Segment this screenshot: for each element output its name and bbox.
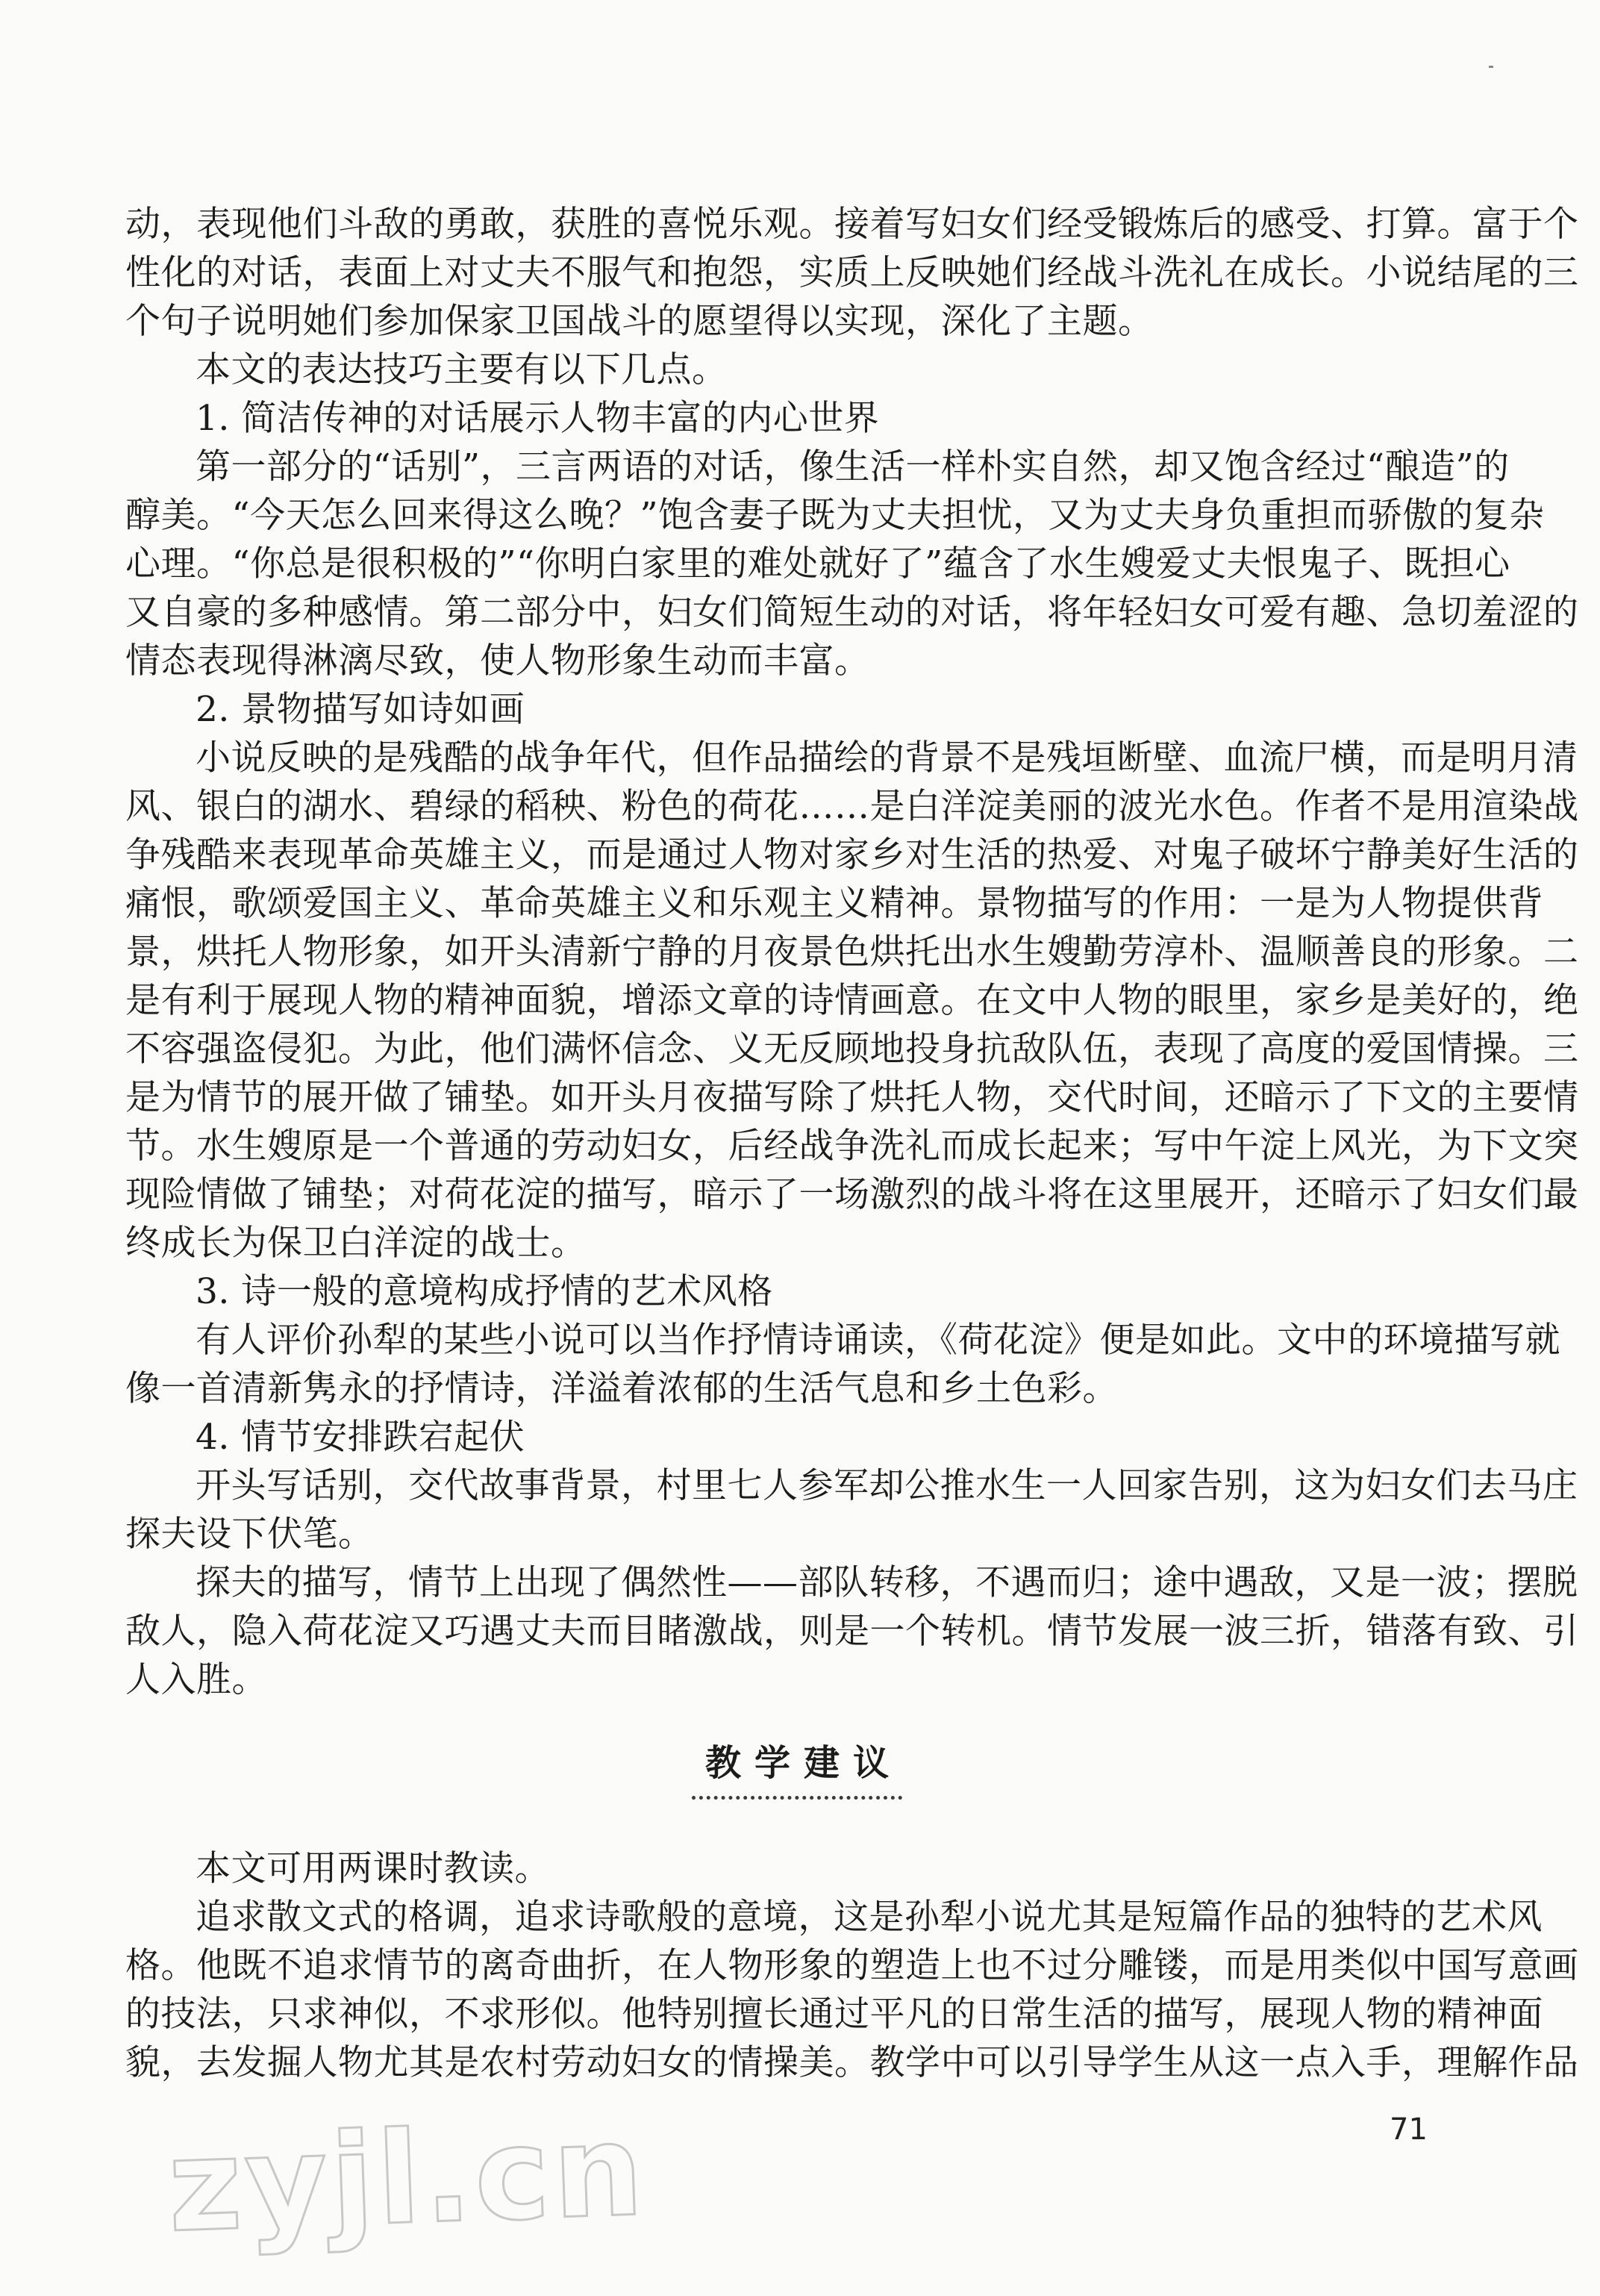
section-heading: 教学建议: [692, 1734, 902, 1800]
text-line: 追求散文式的格调，追求诗歌般的意境，这是孙犁小说尤其是短篇作品的独特的艺术风: [196, 1897, 1543, 1938]
paragraph-continuation: [125, 200, 1579, 346]
text-line: 争残酷来表现革命英雄主义，而是通过人物对家乡对生活的热爱、对鬼子破坏宁静美好生活的: [125, 835, 1579, 876]
text-line: 风、银白的湖水、碧绿的稻秧、粉色的荷花……是白洋淀美丽的波光水色。作者不是用渲染战: [125, 786, 1579, 827]
text-line: 探夫的描写，情节上出现了偶然性——部队转移，不遇而归；途中遇敌，又是一波；摆脱: [196, 1562, 1578, 1603]
text-line: 动，表现他们斗敌的勇敢，获胜的喜悦乐观。接着写妇女们经受锻炼后的感受、打算。富于个: [125, 204, 1579, 245]
text-line: 格。他既不追求情节的离奇曲折，在人物形象的塑造上也不过分雕镂，而是用类似中国写意画: [125, 1945, 1579, 1986]
text-line: 第一部分的“话别”，三言两语的对话，像生活一样朴实自然，却又饱含经过“酿造”的: [196, 446, 1510, 487]
point-3-body: [125, 1316, 1560, 1413]
text-line: 有人评价孙犁的某些小说可以当作抒情诗诵读，《荷花淀》便是如此。文中的环境描写就: [196, 1320, 1560, 1361]
text-line: 是有利于展现人物的精神面貌，增添文章的诗情画意。在文中人物的眼里，家乡是美好的，绝: [125, 980, 1579, 1021]
text-line: 性化的对话，表面上对丈夫不服气和抱怨，实质上反映她们经战斗洗礼在成长。小说结尾的三: [125, 252, 1579, 293]
teaching-heading-wrap: [125, 1734, 1469, 1800]
point-2-heading: 2. 景物描写如诗如画: [196, 689, 525, 730]
text-line: 节。水生嫂原是一个普通的劳动妇女，后经战争洗礼而成长起来；写中午淀上风光，为下文突: [125, 1126, 1579, 1167]
text-line: 又自豪的多种感情。第二部分中，妇女们简短生动的对话，将年轻妇女可爱有趣、急切羞涩的: [125, 592, 1579, 633]
text-line: 情态表现得淋漓尽致，使人物形象生动而丰富。: [125, 640, 870, 681]
text-line: 醇美。“今天怎么回来得这么晚？”饱含妻子既为丈夫担忧，又为丈夫身负重担而骄傲的复杂: [125, 495, 1545, 536]
point-4-body-a: [125, 1461, 1578, 1559]
text-line: 开头写话别，交代故事背景，村里七人参军却公推水生一人回家告别，这为妇女们去马庄: [196, 1465, 1578, 1506]
text-line: 现险情做了铺垫；对荷花淀的描写，暗示了一场激烈的战斗将在这里展开，还暗示了妇女们最: [125, 1174, 1579, 1215]
teaching-body: [125, 1893, 1579, 2087]
text-line: 探夫设下伏笔。: [125, 1514, 374, 1555]
point-4-heading: 4. 情节安排跌宕起伏: [196, 1417, 525, 1458]
text-line: 敌人，隐入荷花淀又巧遇丈夫而目睹激战，则是一个转机。情节发展一波三折，错落有致、引: [125, 1611, 1579, 1652]
text-line: 是为情节的展开做了铺垫。如开头月夜描写除了烘托人物，交代时间，还暗示了下文的主要情: [125, 1077, 1579, 1118]
point-2-body: [125, 734, 1579, 1267]
point-4-body-b: [125, 1559, 1579, 1704]
text-line: 小说反映的是残酷的战争年代，但作品描绘的背景不是残垣断壁、血流尸横，而是明月清: [196, 737, 1578, 779]
text-line: 痛恨，歌颂爱国主义、革命英雄主义和乐观主义精神。景物描写的作用：一是为人物提供背: [125, 883, 1543, 924]
scan-speck: [1489, 66, 1493, 68]
text-line: 终成长为保卫白洋淀的战士。: [125, 1223, 587, 1264]
text-line: 个句子说明她们参加保家卫国战斗的愿望得以实现，深化了主题。: [125, 301, 1154, 342]
text-line: 的技法，只求神似，不求形似。他特别擅长通过平凡的日常生活的描写，展现人物的精神面: [125, 1994, 1543, 2035]
text-line: 心理。“你总是很积极的”“你明白家里的难处就好了”蕴含了水生嫂爱丈夫恨鬼子、既担心: [125, 543, 1510, 584]
point-3-heading: 3. 诗一般的意境构成抒情的艺术风格: [196, 1271, 773, 1312]
page-number: 71: [1390, 2112, 1428, 2147]
techniques-intro: 本文的表达技巧主要有以下几点。: [196, 349, 728, 390]
page-body: [125, 200, 1579, 2087]
text-line: 不容强盗侵犯。为此，他们满怀信念、义无反顾地投身抗敌队伍，表现了高度的爱国情操。三: [125, 1029, 1579, 1070]
point-1-heading: 1. 简洁传神的对话展示人物丰富的内心世界: [196, 398, 880, 439]
text-line: 像一首清新隽永的抒情诗，洋溢着浓郁的生活气息和乡土色彩。: [125, 1368, 1118, 1409]
text-line: 人入胜。: [125, 1659, 267, 1700]
watermark-logo: zyjl.cn: [165, 2096, 649, 2262]
point-1-body: [125, 443, 1579, 685]
text-line: 貌，去发掘人物尤其是农村劳动妇女的情操美。教学中可以引导学生从这一点入手，理解作品: [125, 2042, 1579, 2083]
text-line: 景，烘托人物形象，如开头清新宁静的月夜景色烘托出水生嫂勤劳淳朴、温顺善良的形象。二: [125, 932, 1579, 973]
teaching-intro: 本文可用两课时教读。: [196, 1848, 550, 1889]
